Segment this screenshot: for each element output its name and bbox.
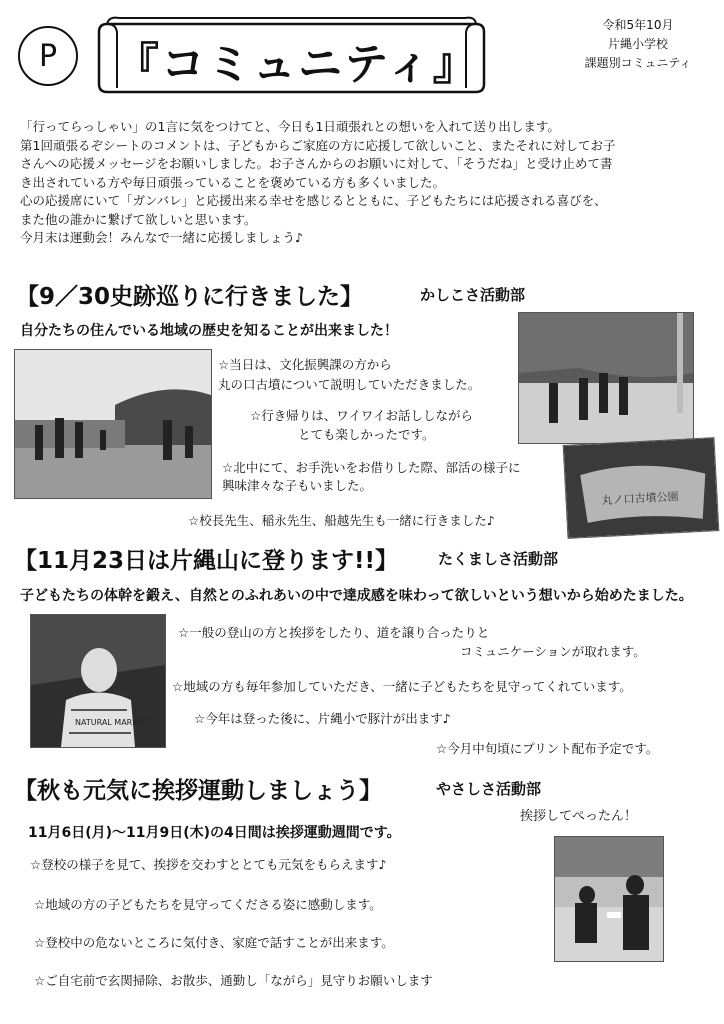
section2-club: たくましさ活動部 bbox=[438, 550, 559, 568]
s1-item-7: ☆校長先生、稲永先生、船越先生も一緒に行きました♪ bbox=[188, 513, 495, 528]
stone-inscription: 丸ノ口古墳公園 bbox=[601, 490, 679, 508]
intro-text bbox=[20, 118, 710, 248]
s3-item-1: ☆登校の様子を見て、挨拶を交わすととても元気をもらえます♪ bbox=[30, 857, 387, 872]
issue-date: 令和5年10月 bbox=[602, 18, 674, 32]
s2-item-4: ☆今年は登った後に、片縄小で豚汁が出ます♪ bbox=[194, 711, 451, 726]
intro-line: き出されている方や毎日頑張っていることを褒めている方も多くいました。 bbox=[20, 174, 446, 190]
photo-child-mountain bbox=[30, 614, 166, 748]
intro-line: また他の誰かに繋げて欲しいと思います。 bbox=[20, 211, 257, 227]
s1-item-3: ☆行き帰りは、ワイワイお話ししながら bbox=[250, 408, 473, 423]
s2-item-5: ☆今月中旬頃にプリント配布予定です。 bbox=[436, 741, 659, 756]
p-badge-letter: P bbox=[38, 38, 58, 74]
photo-greeting bbox=[554, 836, 664, 962]
s3-item-2: ☆地域の方の子どもたちを見守ってくださる姿に感動します。 bbox=[34, 897, 382, 912]
s1-item-5: ☆北中にて、お手洗いをお借りした際、部活の様子に bbox=[222, 460, 521, 475]
s3-item-3: ☆登校中の危ないところに気付き、家庭で話すことが出来ます。 bbox=[34, 935, 394, 950]
section1-title: 【9／30史跡巡りに行きました】 bbox=[16, 284, 364, 310]
section3-club: やさしさ活動部 bbox=[436, 780, 542, 798]
intro-line: さんへの応援メッセージをお願いしました。お子さんからのお願いに対して、「そうだね」と受け止めて書 bbox=[20, 156, 613, 171]
section1-club: かしこさ活動部 bbox=[420, 286, 526, 304]
s2-item-2: コミュニケーションが取れます。 bbox=[460, 644, 646, 659]
s1-item-4: とても楽しかったです。 bbox=[298, 427, 435, 442]
p-badge bbox=[18, 26, 78, 86]
photo-caption: 挨拶してぺったん！ bbox=[520, 809, 638, 824]
intro-line: 「行ってらっしゃい」の1言に気をつけてと、今日も1日頑張れとの想いを入れて送り出します。 bbox=[20, 119, 560, 134]
school-name: 片縄小学校 bbox=[607, 37, 668, 51]
s2-item-3: ☆地域の方も毎年参加していただき、一緒に子どもたちを見守ってくれています。 bbox=[172, 679, 632, 694]
issue-info bbox=[578, 16, 698, 73]
intro-line: 心の応援席にいて「ガンバレ」と応援出来る幸せを感じるとともに、子どもたちには応援される喜びを、 bbox=[20, 193, 607, 208]
photo-field-trip-group bbox=[14, 349, 212, 499]
s1-item-6: 興味津々な子もいました。 bbox=[222, 478, 373, 493]
shirt-text: NATURAL MARINE bbox=[75, 718, 146, 727]
section2-title: 【11月23日は片縄山に登ります!!】 bbox=[14, 548, 398, 574]
page-title: 『コミュニティ』 bbox=[115, 39, 479, 90]
s1-item-1: ☆当日は、文化振興課の方から bbox=[218, 357, 392, 372]
s3-item-4: ☆ご自宅前で玄関掃除、お散歩、通勤し「ながら」見守りお願いします bbox=[34, 973, 433, 988]
section3-title: 【秋も元気に挨拶運動しましょう】 bbox=[14, 778, 382, 804]
section3-subtitle: 11月6日(月)～11月9日(木)の4日間は挨拶運動週間です。 bbox=[28, 825, 401, 841]
photo-tumulus-stone bbox=[563, 437, 720, 539]
committee-name: 課題別コミュニティ bbox=[584, 56, 692, 70]
section2-subtitle: 子どもたちの体幹を鍛え、自然とのふれあいの中で達成感を味わって欲しいという想いから始めたました。 bbox=[20, 588, 693, 604]
section1-subtitle: 自分たちの住んでいる地域の歴史を知ることが出来ました！ bbox=[20, 323, 398, 339]
photo-tumulus-park-walk bbox=[518, 312, 694, 444]
s1-item-2: 丸の口古墳について説明していただきました。 bbox=[218, 377, 481, 392]
s2-item-1: ☆一般の登山の方と挨拶をしたり、道を譲り合ったりと bbox=[178, 625, 490, 640]
intro-line: 第1回頑張るぞシートのコメントは、子どもからご家庭の方に応援して欲しいこと、またそれに対してお子 bbox=[20, 137, 616, 153]
intro-line: 今月末は運動会！みんなで一緒に応援しましょう♪ bbox=[20, 230, 303, 245]
